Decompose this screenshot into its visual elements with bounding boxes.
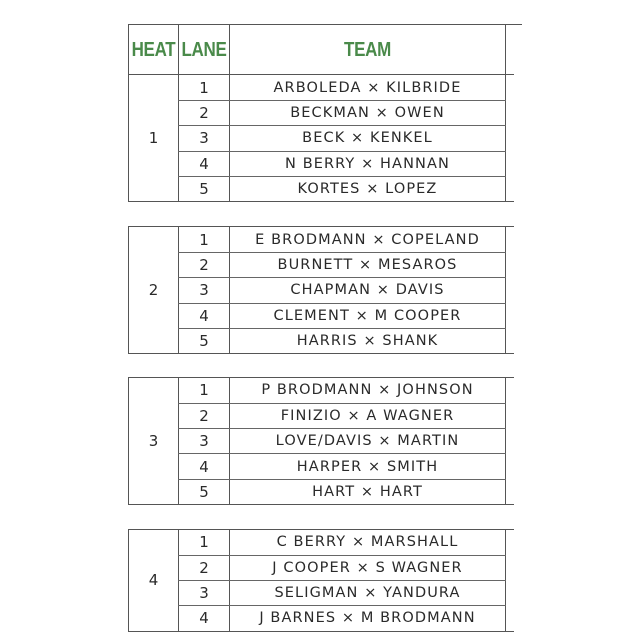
header-team: TEAM	[229, 25, 506, 74]
lane-number: 2	[178, 556, 229, 580]
table-row	[178, 378, 506, 403]
table-row	[178, 580, 506, 605]
table-row	[178, 252, 506, 277]
lane-number: 5	[178, 177, 229, 201]
table-row	[178, 605, 506, 630]
table-row	[178, 303, 506, 328]
heat-schedule-sheet	[128, 24, 514, 632]
lane-number: 1	[178, 530, 229, 555]
team-name: HARPER × SMITH	[229, 454, 506, 478]
lane-number: 4	[178, 606, 229, 630]
header-heat: HEAT	[128, 25, 178, 74]
table-row	[178, 227, 506, 252]
heat-group-2	[128, 226, 514, 354]
table-row	[178, 151, 506, 176]
lane-number: 3	[178, 581, 229, 605]
team-name: HART × HART	[229, 480, 506, 504]
team-name: HARRIS × SHANK	[229, 329, 506, 353]
header-lane: LANE	[178, 25, 229, 74]
team-name: C BERRY × MARSHALL	[229, 530, 506, 555]
heat-number: 2	[128, 227, 178, 353]
heat-group-1	[128, 75, 514, 202]
lane-number: 3	[178, 278, 229, 302]
table-row	[178, 428, 506, 453]
team-name: BECKMAN × OWEN	[229, 101, 506, 125]
lane-number: 2	[178, 253, 229, 277]
table-row	[178, 75, 506, 100]
table-row	[178, 176, 506, 201]
table-row	[178, 100, 506, 125]
heat-number: 1	[128, 75, 178, 201]
lane-number: 4	[178, 454, 229, 478]
team-name: ARBOLEDA × KILBRIDE	[229, 75, 506, 100]
team-name: J BARNES × M BRODMANN	[229, 606, 506, 630]
team-name: CHAPMAN × DAVIS	[229, 278, 506, 302]
heat-number: 4	[128, 530, 178, 631]
heat-group-3	[128, 377, 514, 505]
team-name: E BRODMANN × COPELAND	[229, 227, 506, 252]
table-row	[178, 125, 506, 150]
lane-number: 4	[178, 152, 229, 176]
table-row	[178, 403, 506, 428]
lane-number: 5	[178, 480, 229, 504]
header-top-line-extension	[514, 24, 522, 25]
lane-number: 5	[178, 329, 229, 353]
team-name: BURNETT × MESAROS	[229, 253, 506, 277]
lane-number: 4	[178, 304, 229, 328]
table-row	[178, 453, 506, 478]
table-row	[178, 328, 506, 353]
team-name: BECK × KENKEL	[229, 126, 506, 150]
team-name: J COOPER × S WAGNER	[229, 556, 506, 580]
team-name: LOVE/DAVIS × MARTIN	[229, 429, 506, 453]
lane-number: 2	[178, 101, 229, 125]
table-row	[178, 479, 506, 504]
team-name: P BRODMANN × JOHNSON	[229, 378, 506, 403]
team-name: CLEMENT × M COOPER	[229, 304, 506, 328]
table-row	[178, 555, 506, 580]
lane-number: 1	[178, 378, 229, 403]
lane-number: 3	[178, 126, 229, 150]
lane-number: 3	[178, 429, 229, 453]
team-name: KORTES × LOPEZ	[229, 177, 506, 201]
lane-number: 2	[178, 404, 229, 428]
team-name: SELIGMAN × YANDURA	[229, 581, 506, 605]
team-name: FINIZIO × A WAGNER	[229, 404, 506, 428]
lane-number: 1	[178, 227, 229, 252]
heat-group-4	[128, 529, 514, 632]
table-row	[178, 277, 506, 302]
team-name: N BERRY × HANNAN	[229, 152, 506, 176]
table-row	[178, 530, 506, 555]
heat-number: 3	[128, 378, 178, 504]
table-header	[128, 24, 514, 75]
lane-number: 1	[178, 75, 229, 100]
